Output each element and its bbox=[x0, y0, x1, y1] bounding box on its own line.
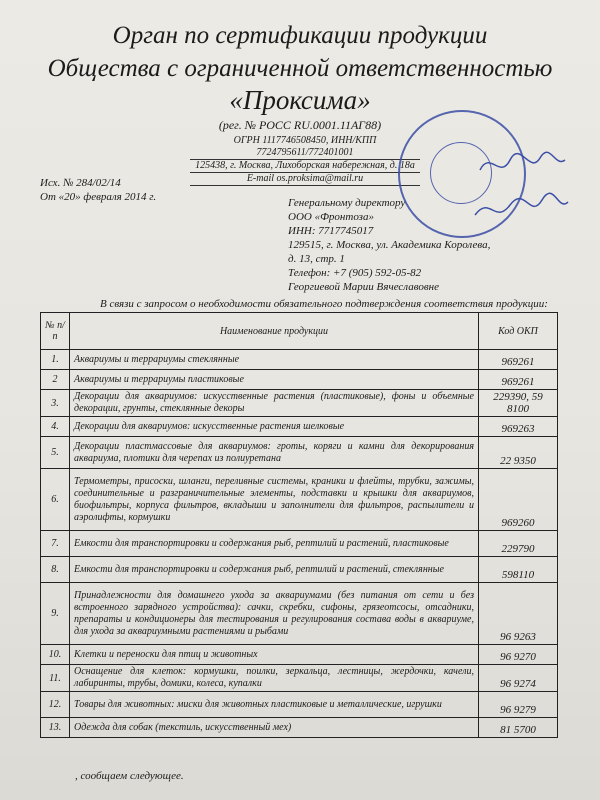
table-header-row bbox=[41, 313, 558, 350]
product-name: Декорации для аквариумов: искусственные растения шелковые bbox=[70, 417, 479, 437]
header-no: № п/п bbox=[41, 313, 70, 350]
outgoing-reference bbox=[40, 176, 156, 204]
row-number: 9. bbox=[41, 583, 70, 645]
row-number: 1. bbox=[41, 350, 70, 370]
ogrn-line: ОГРН 1117746508450, ИНН/КПП 7724795611/772401001 bbox=[190, 135, 420, 160]
table-row bbox=[41, 583, 558, 645]
product-name: Декорации для аквариумов: искусственные растения (пластиковые), фоны и объемные декорации, грунты, стеклянные декоры bbox=[70, 390, 479, 417]
org-title-line1: Орган по сертификации продукции bbox=[112, 22, 488, 49]
table-row bbox=[41, 718, 558, 738]
org-title-line3: «Проксима» bbox=[229, 85, 371, 115]
registration-number: (рег. № РОСС RU.0001.11АГ88) bbox=[218, 118, 382, 132]
okp-code: 96 9263 bbox=[479, 583, 558, 645]
okp-code: 22 9350 bbox=[479, 437, 558, 469]
addressee-line: 129515, г. Москва, ул. Академика Королева, bbox=[288, 239, 491, 251]
addressee-line: ИНН: 7717745017 bbox=[288, 225, 374, 237]
table-row bbox=[41, 390, 558, 417]
row-number: 8. bbox=[41, 557, 70, 583]
product-name: Аквариумы и террариумы стеклянные bbox=[70, 350, 479, 370]
product-name: Аквариумы и террариумы пластиковые bbox=[70, 370, 479, 390]
row-number: 5. bbox=[41, 437, 70, 469]
row-number: 13. bbox=[41, 718, 70, 738]
product-name: Одежда для собак (текстиль, искусственный мех) bbox=[70, 718, 479, 738]
org-requisites bbox=[190, 135, 420, 186]
signature-icon bbox=[470, 140, 570, 230]
okp-code: 969260 bbox=[479, 469, 558, 531]
addressee-line: Генеральному директору bbox=[288, 197, 406, 209]
product-name: Емкости для транспортировки и содержания рыб, рептилий и растений, пластиковые bbox=[70, 531, 479, 557]
table-row bbox=[41, 350, 558, 370]
okp-code: 81 5700 bbox=[479, 718, 558, 738]
row-number: 6. bbox=[41, 469, 70, 531]
okp-code: 969263 bbox=[479, 417, 558, 437]
product-name: Емкости для транспортировки и содержания рыб, рептилий и растений, стеклянные bbox=[70, 557, 479, 583]
okp-code: 229790 bbox=[479, 531, 558, 557]
table-row bbox=[41, 417, 558, 437]
table-row bbox=[41, 469, 558, 531]
address-line: 125438, г. Москва, Лихоборская набережная, д. 18а bbox=[190, 160, 420, 173]
row-number: 3. bbox=[41, 390, 70, 417]
table-row bbox=[41, 531, 558, 557]
product-name: Товары для животных: миски для животных пластиковые и металлические, игрушки bbox=[70, 692, 479, 718]
product-name: Термометры, присоски, шланги, переливные системы, краники и флейты, трубки, зажимы, соединительные и разграничительные элементы, подставки и крышки для аквариумов, биофильтры, корпуса фильтров, вкладыши и заполнители для фильтров, распылители и аэролифты, кормушки bbox=[70, 469, 479, 531]
email-line: E-mail os.proksima@mail.ru bbox=[190, 173, 420, 186]
request-intro: В связи с запросом о необходимости обязательного подтверждения соответствия продукции: bbox=[100, 298, 548, 310]
table-row bbox=[41, 665, 558, 692]
row-number: 4. bbox=[41, 417, 70, 437]
outgoing-number: Исх. № 284/02/14 bbox=[40, 177, 121, 189]
addressee-line: Георгиевой Марии Вячеславовне bbox=[288, 281, 439, 293]
addressee-line: ООО «Фронтоза» bbox=[288, 211, 374, 223]
okp-code: 96 9270 bbox=[479, 645, 558, 665]
header-code: Код ОКП bbox=[479, 313, 558, 350]
row-number: 11. bbox=[41, 665, 70, 692]
table-row bbox=[41, 645, 558, 665]
product-name: Клетки и переноски для птиц и животных bbox=[70, 645, 479, 665]
table-row bbox=[41, 437, 558, 469]
okp-code: 969261 bbox=[479, 350, 558, 370]
table-row bbox=[41, 370, 558, 390]
row-number: 2 bbox=[41, 370, 70, 390]
addressee-line: Телефон: +7 (905) 592-05-82 bbox=[288, 267, 422, 279]
product-name: Оснащение для клеток: кормушки, поилки, зеркальца, лестницы, жердочки, качели, лабиринты, трубы, домики, колеса, купалки bbox=[70, 665, 479, 692]
okp-code: 229390, 59 8100 bbox=[479, 390, 558, 417]
table-row bbox=[41, 557, 558, 583]
products-table bbox=[40, 312, 558, 738]
org-title-line2: Общества с ограниченной ответственностью bbox=[47, 55, 553, 82]
okp-code: 598110 bbox=[479, 557, 558, 583]
product-name: Принадлежности для домашнего ухода за аквариумами (без питания от сети и без встроенного зарядного устройства): сачки, скребки, сифоны, грязеотсосы, отсадники, препараты и кондиционеры для тестирования и регулирования состава воды в аквариуме, для ухода за аквариумными растениями и рыбами bbox=[70, 583, 479, 645]
header-name: Наименование продукции bbox=[70, 313, 479, 350]
okp-code: 96 9279 bbox=[479, 692, 558, 718]
addressee-line: д. 13, стр. 1 bbox=[288, 253, 345, 265]
row-number: 12. bbox=[41, 692, 70, 718]
outgoing-date: От «20» февраля 2014 г. bbox=[40, 191, 157, 203]
product-name: Декорации пластмассовые для аквариумов: гроты, коряги и камни для декорирования аквариума, плотики для черепах из полиуретана bbox=[70, 437, 479, 469]
closing-phrase: , сообщаем следующее. bbox=[75, 770, 184, 782]
okp-code: 96 9274 bbox=[479, 665, 558, 692]
table-row bbox=[41, 692, 558, 718]
row-number: 7. bbox=[41, 531, 70, 557]
okp-code: 969261 bbox=[479, 370, 558, 390]
row-number: 10. bbox=[41, 645, 70, 665]
